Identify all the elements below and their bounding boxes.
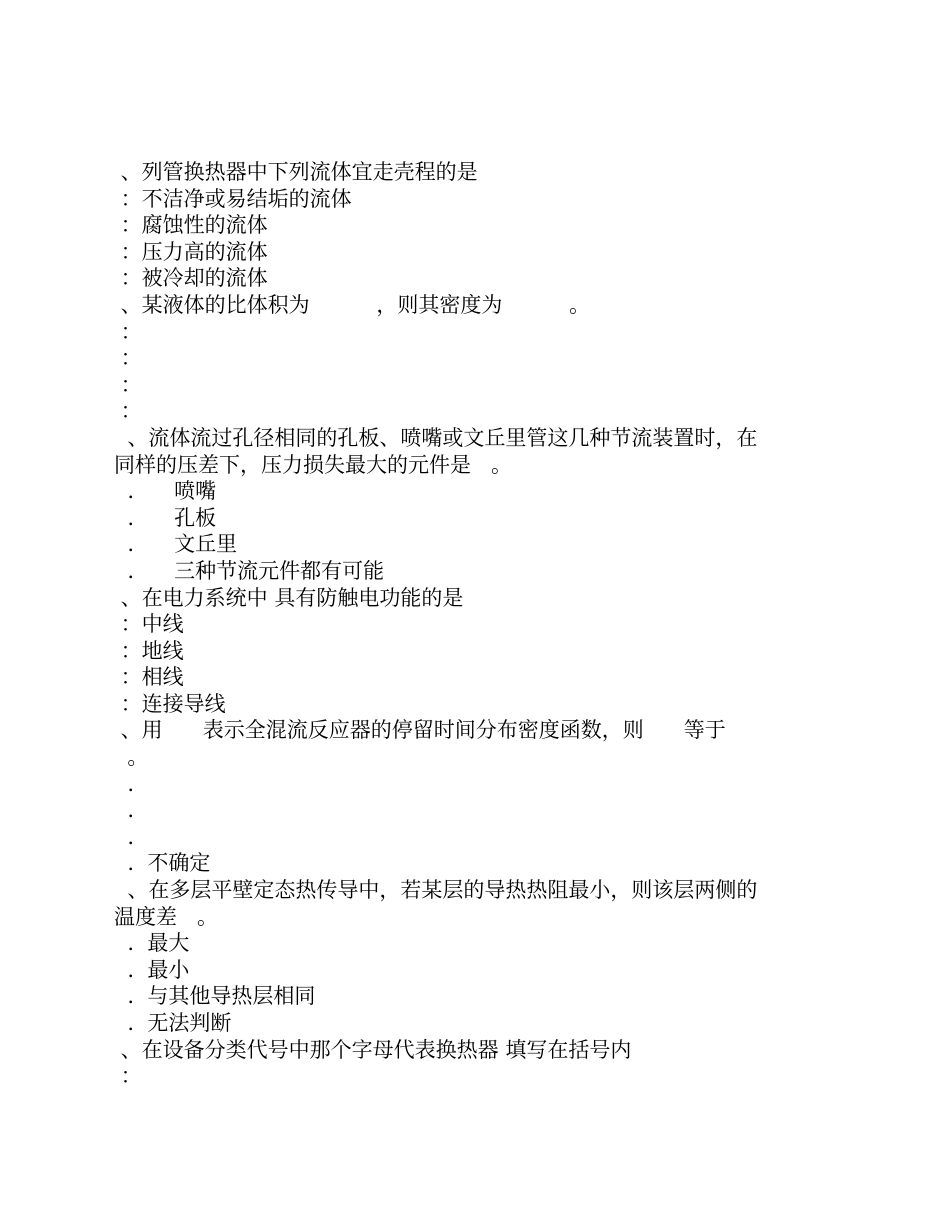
question-3-option-b: . 孔板 bbox=[114, 505, 217, 530]
question-4-option-c: ：相线 bbox=[114, 665, 184, 690]
question-5-option-d: . 不确定 bbox=[114, 851, 211, 876]
question-7-option-a: ： bbox=[114, 1064, 142, 1089]
question-3-text-line-2: 同样的压差下，压力损失最大的元件是 。 bbox=[114, 452, 513, 477]
question-6-text-line-1: 、在多层平壁定态热传导中，若某层的导热热阻最小，则该层两侧的 bbox=[114, 878, 758, 903]
question-1-option-d: ：被冷却的流体 bbox=[114, 266, 268, 291]
question-4-option-b: ：地线 bbox=[114, 638, 184, 663]
question-3-text-line-1: 、流体流过孔径相同的孔板、喷嘴或文丘里管这几种节流装置时，在 bbox=[114, 425, 758, 450]
question-6-text-line-2: 温度差 。 bbox=[114, 904, 219, 929]
question-4-text: 、在电力系统中 具有防触电功能的是 bbox=[114, 585, 464, 610]
question-6-option-c: . 与其他导热层相同 bbox=[114, 984, 316, 1009]
question-3-option-a: . 喷嘴 bbox=[114, 479, 217, 504]
question-2-option-b: ： bbox=[114, 346, 142, 371]
question-1-option-c: ：压力高的流体 bbox=[114, 239, 268, 264]
question-3-option-d: . 三种节流元件都有可能 bbox=[114, 558, 385, 583]
question-6-option-b: . 最小 bbox=[114, 957, 190, 982]
question-3-option-c: . 文丘里 bbox=[114, 532, 238, 557]
question-1-option-b: ：腐蚀性的流体 bbox=[114, 213, 268, 238]
question-6-option-a: . 最大 bbox=[114, 931, 190, 956]
question-5-option-a: . bbox=[114, 771, 135, 796]
question-1-text: 、列管换热器中下列流体宜走壳程的是 bbox=[114, 160, 478, 184]
question-5-text-line-2: 。 bbox=[114, 745, 149, 770]
question-6-option-d: . 无法判断 bbox=[114, 1011, 232, 1035]
question-2-option-c: ： bbox=[114, 372, 142, 397]
question-5-option-c: . bbox=[114, 824, 135, 849]
question-4-option-d: ：连接导线 bbox=[114, 691, 226, 716]
question-5-text-line-1: 、用 表示全混流反应器的停留时间分布密度函数，则 等于 bbox=[114, 718, 726, 743]
question-1-option-a: ：不洁净或易结垢的流体 bbox=[114, 186, 352, 211]
question-2-option-d: ： bbox=[114, 399, 142, 424]
question-4-option-a: ：中线 bbox=[114, 612, 184, 637]
document-body bbox=[114, 159, 854, 1090]
question-5-option-b: . bbox=[114, 798, 135, 823]
question-2-text: 、某液体的比体积为 ，则其密度为 。 bbox=[114, 292, 591, 317]
question-7-text: 、在设备分类代号中那个字母代表换热器 填写在括号内 bbox=[114, 1037, 632, 1062]
question-2-option-a: ： bbox=[114, 319, 142, 344]
